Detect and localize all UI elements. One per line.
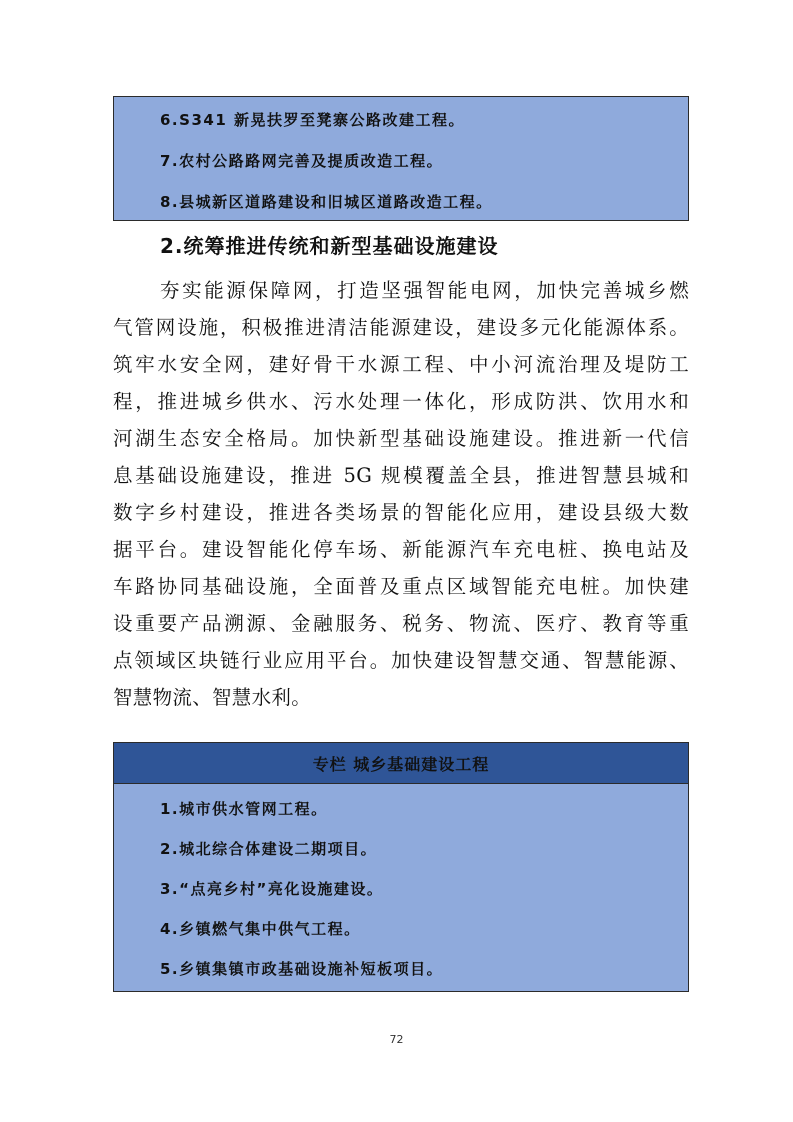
project-box: [113, 742, 689, 992]
page-number: 72: [389, 1033, 404, 1046]
project-item: 7.农村公路路网完善及提质改造工程。: [160, 152, 444, 170]
paragraph-line: 程，推进城乡供水、污水处理一体化，形成防洪、饮用水和: [113, 390, 689, 413]
paragraph-line: 车路协同基础设施，全面普及重点区域智能充电桩。加快建: [113, 575, 689, 598]
paragraph-line: 点领域区块链行业应用平台。加快建设智慧交通、智慧能源、: [113, 649, 689, 672]
paragraph-line: 夯实能源保障网，打造坚强智能电网，加快完善城乡燃: [160, 279, 689, 302]
paragraph-line: 智慧物流、智慧水利。: [113, 686, 312, 709]
project-item: 1.城市供水管网工程。: [160, 800, 328, 818]
project-item: 3.“点亮乡村”亮化设施建设。: [160, 880, 384, 898]
project-item: 8.县城新区道路建设和旧城区道路改造工程。: [160, 193, 493, 211]
project-item: 5.乡镇集镇市政基础设施补短板项目。: [160, 960, 444, 978]
paragraph-line: 设重要产品溯源、金融服务、税务、物流、医疗、教育等重: [113, 612, 689, 635]
project-item: 6.S341 新晃扶罗至凳寨公路改建工程。: [160, 111, 465, 129]
paragraph-line: 数字乡村建设，推进各类场景的智能化应用，建设县级大数: [113, 501, 689, 524]
project-item: 4.乡镇燃气集中供气工程。: [160, 920, 361, 938]
section-heading: 2.统筹推进传统和新型基础设施建设: [160, 234, 499, 258]
paragraph-line: 气管网设施，积极推进清洁能源建设，建设多元化能源体系。: [113, 316, 689, 339]
paragraph-line: 河湖生态安全格局。加快新型基础设施建设。推进新一代信: [113, 427, 689, 450]
project-item: 2.城北综合体建设二期项目。: [160, 840, 378, 858]
box-title: 专栏 城乡基础建设工程: [114, 743, 688, 784]
project-box-continued: [113, 96, 689, 221]
paragraph-line: 据平台。建设智能化停车场、新能源汽车充电桩、换电站及: [113, 538, 689, 561]
paragraph-line: 筑牢水安全网，建好骨干水源工程、中小河流治理及堤防工: [113, 353, 689, 376]
paragraph-line: 息基础设施建设，推进 5G 规模覆盖全县，推进智慧县城和: [113, 464, 689, 487]
